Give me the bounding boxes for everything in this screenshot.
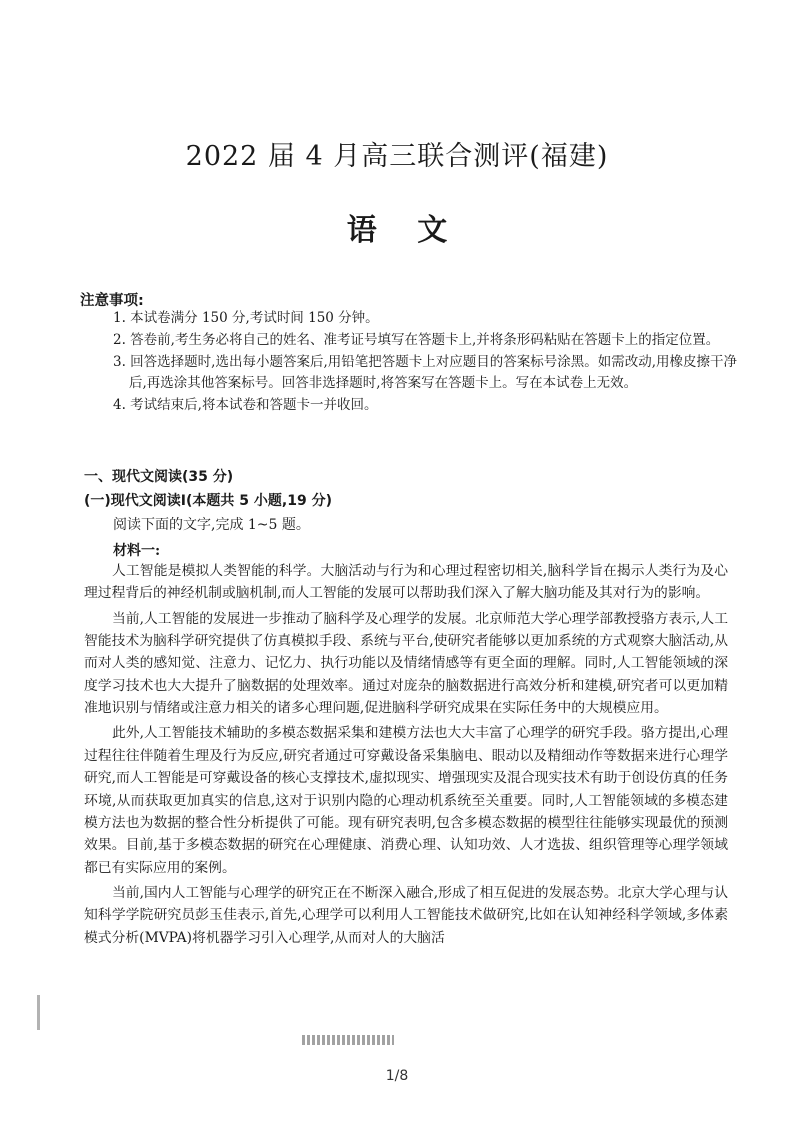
passage-body <box>84 560 728 952</box>
subsection-heading: (一)现代文阅读Ⅰ(本题共 5 小题,19 分) <box>84 493 332 509</box>
scan-margin-mark <box>37 995 40 1030</box>
note-item: 3. 回答选择题时,选出每小题答案后,用铅笔把答题卡上对应题目的答案标号涂黑。如需改动,用橡皮擦干净后,再选涂其他答案标号。回答非选择题时,将答案写在答题卡上。写在本试卷上无效。 <box>113 353 738 392</box>
note-item: 1. 本试卷满分 150 分,考试时间 150 分钟。 <box>113 310 379 326</box>
material-label: 材料一: <box>113 543 161 559</box>
section-heading: 一、现代文阅读(35 分) <box>84 469 234 485</box>
notes-list <box>113 308 743 417</box>
notes-heading: 注意事项: <box>80 293 144 309</box>
passage-paragraph: 当前,人工智能的发展进一步推动了脑科学及心理学的发展。北京师范大学心理学部教授骆方表示,人工智能技术为脑科学研究提供了仿真模拟手段、系统与平台,使研究者能够以更加系统的方式观察大脑活动,从而对人类的感知觉、注意力、记忆力、执行功能以及情绪情感等有更全面的理解。同时,人工智能领域的深度学习技术也大大提升了脑数据的处理效率。通过对庞杂的脑数据进行高效分析和建模,研究者可以更加精准地识别与情绪或注意力相关的诸多心理问题,促进脑科学研究成果在实际任务中的大规模应用。 <box>84 610 728 717</box>
passage-paragraph: 当前,国内人工智能与心理学的研究正在不断深入融合,形成了相互促进的发展态势。北京大学心理与认知科学学院研究员彭玉佳表示,首先,心理学可以利用人工智能技术做研究,比如在认知神经科学领域,多体素模式分析(MVPA)将机器学习引入心理学,从而对人的大脑活 <box>84 885 728 946</box>
note-item: 2. 答卷前,考生务必将自己的姓名、准考证号填写在答题卡上,并将条形码粘贴在答题卡上的指定位置。 <box>113 331 720 348</box>
reading-instruction: 阅读下面的文字,完成 1~5 题。 <box>113 517 310 533</box>
subject-title: 语 文 <box>346 213 448 248</box>
passage-paragraph: 此外,人工智能技术辅助的多模态数据采集和建模方法也大大丰富了心理学的研究手段。骆方提出,心理过程往往伴随着生理及行为反应,研究者通过可穿戴设备采集脑电、眼动以及精细动作等数据来进行心理学研究,而人工智能是可穿戴设备的核心支撑技术,虚拟现实、增强现实及混合现实技术有助于创设仿真的任务环境,从而获取更加真实的信息,这对于识别内隐的心理动机系统至关重要。同时,人工智能领域的多模态建模方法也为数据的整合性分析提供了可能。现有研究表明,包含多模态数据的模型往往能够实现最优的预测效果。目前,基于多模态数据的研究在心理健康、消费心理、认知功效、人才选拔、组织管理等心理学领域都已有实际应用的案例。 <box>84 725 728 876</box>
passage-paragraph: 人工智能是模拟人类智能的科学。大脑活动与行为和心理过程密切相关,脑科学旨在揭示人类行为及心理过程背后的神经机制或脑机制,而人工智能的发展可以帮助我们深入了解大脑功能及其对行为的影响。 <box>84 563 728 602</box>
note-item: 4. 考试结束后,将本试卷和答题卡一并收回。 <box>113 397 378 414</box>
cutoff-text-mark <box>302 1035 394 1045</box>
page-number: 1/8 <box>385 1068 409 1084</box>
exam-title: 2022 届 4 月高三联合测评(福建) <box>185 141 609 172</box>
